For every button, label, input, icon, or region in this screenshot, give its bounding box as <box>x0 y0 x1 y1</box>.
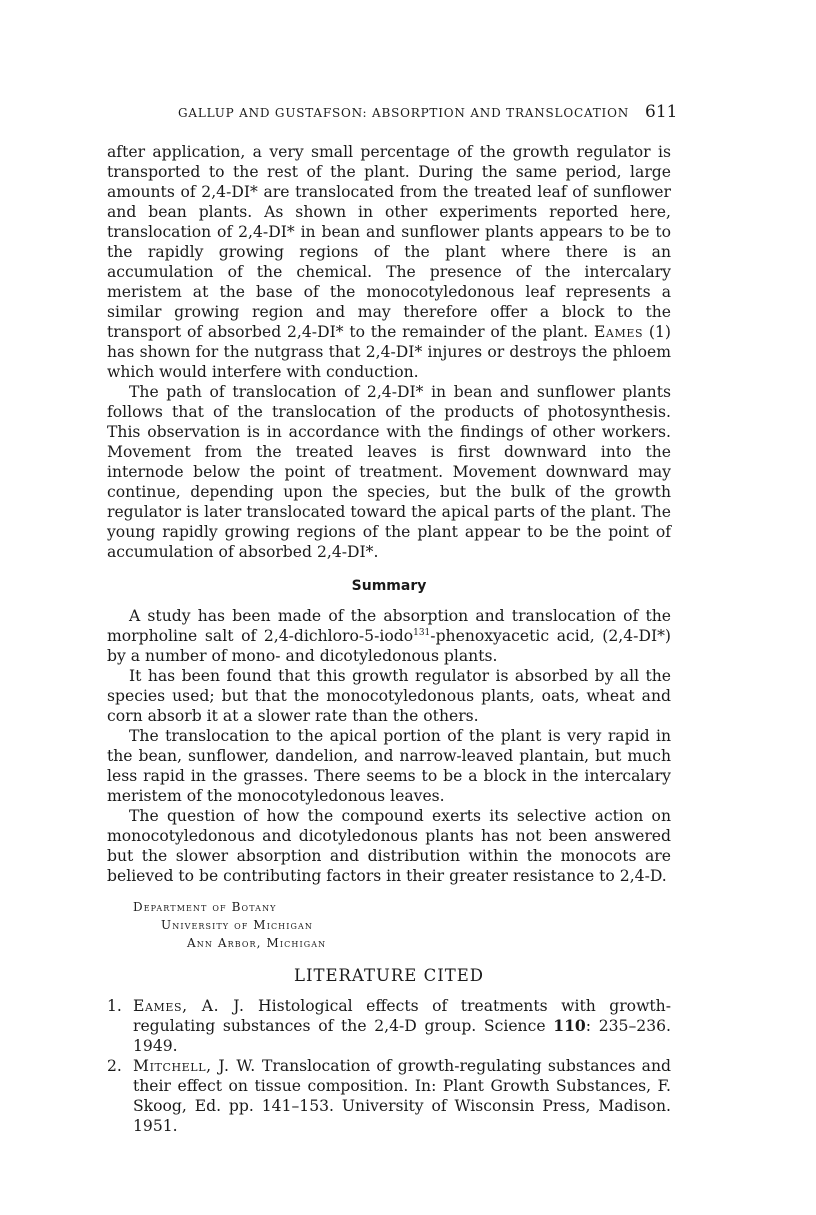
reference-author: Mitchell, J. W. <box>133 1057 256 1075</box>
address-university: University of Michigan <box>161 918 313 932</box>
reference-author: Eames, A. J. <box>133 997 245 1015</box>
discussion-paragraph-1: after application, a very small percentage of the growth regulator is transported to the rest of the plant. During the same period, large amounts of 2,4-DI* are translocated from the treated leaf of sunflower and bean plants. As shown in other experiments reported here, translocation of 2,4-DI* in bean and sunflower plants appears to be to the rapidly growing regions of the plant where there is an accumulation of the chemical. The presence of the intercalary meristem at the base of the monocotyledonous leaf represents a similar growing region and may therefore offer a block to the transport of absorbed 2,4-DI* to the remainder of the plant. Eames (1) has shown for the nutgrass that 2,4-DI* injures or destroys the phloem which would interfere with conduction. <box>107 143 671 381</box>
discussion-paragraph-2: The path of translocation of 2,4-DI* in bean and sunflower plants follows that of the translocation of the products of photosynthesis. This observation is in accordance with the findings of other workers. Movement from the treated leaves is first downward into the internode below the point of treatment. Movement downward may continue, depending upon the species, but the bulk of the growth regulator is later translocated toward the apical parts of the plant. The young rapidly growing regions of the plant appear to be the point of accumulation of absorbed 2,4-DI*. <box>107 383 671 561</box>
author-address <box>107 898 671 952</box>
summary-paragraph-4: The question of how the compound exerts its selective action on monocotyledonous and dicotyledonous plants has not been answered but the slower absorption and distribution within the monocots are believed to be contributing factors in their greater resistance to 2,4-D. <box>107 807 671 885</box>
page-number: 611 <box>645 102 678 122</box>
reference-item: 1. Eames, A. J. Histological effects of treatments with growth-regulating substances of the 2,4-D group. Science 110: 235–236. 1949. <box>107 997 671 1055</box>
reference-number: 2. <box>107 1057 122 1075</box>
author-citation: Eames <box>593 323 644 341</box>
address-department: Department of Botany <box>133 900 277 914</box>
reference-number: 1. <box>107 997 122 1015</box>
summary-paragraph-1: A study has been made of the absorption and translocation of the morpholine salt of 2,4-dichloro-5-iodo$^{131}$-phenoxyacetic acid, (2,4-DI*) by a number of mono- and dicotyledonous plants. <box>107 607 671 665</box>
running-head: GALLUP AND GUSTAFSON: ABSORPTION AND TRANSLOCATION <box>178 106 630 120</box>
article-body <box>107 142 671 1136</box>
reference-item: 2. Mitchell, J. W. Translocation of growth-regulating substances and their effect on tissue composition. In: Plant Growth Substances, F. Skoog, Ed. pp. 141–153. University of Wisconsin Press, Madison. 1951. <box>107 1057 671 1135</box>
superscript: 131 <box>413 627 431 638</box>
reference-volume: 110 <box>553 1016 586 1035</box>
summary-heading: Summary <box>351 578 427 594</box>
summary-paragraph-3: The translocation to the apical portion of the plant is very rapid in the bean, sunflower, dandelion, and narrow-leaved plantain, but much less rapid in the grasses. There seems to be a block in the intercalary meristem of the monocotyledonous leaves. <box>107 727 671 805</box>
literature-cited-heading: LITERATURE CITED <box>293 966 484 985</box>
address-city: Ann Arbor, Michigan <box>187 936 327 950</box>
summary-paragraph-2: It has been found that this growth regulator is absorbed by all the species used; but that the monocotyledonous plants, oats, wheat and corn absorb it at a slower rate than the others. <box>107 667 671 725</box>
